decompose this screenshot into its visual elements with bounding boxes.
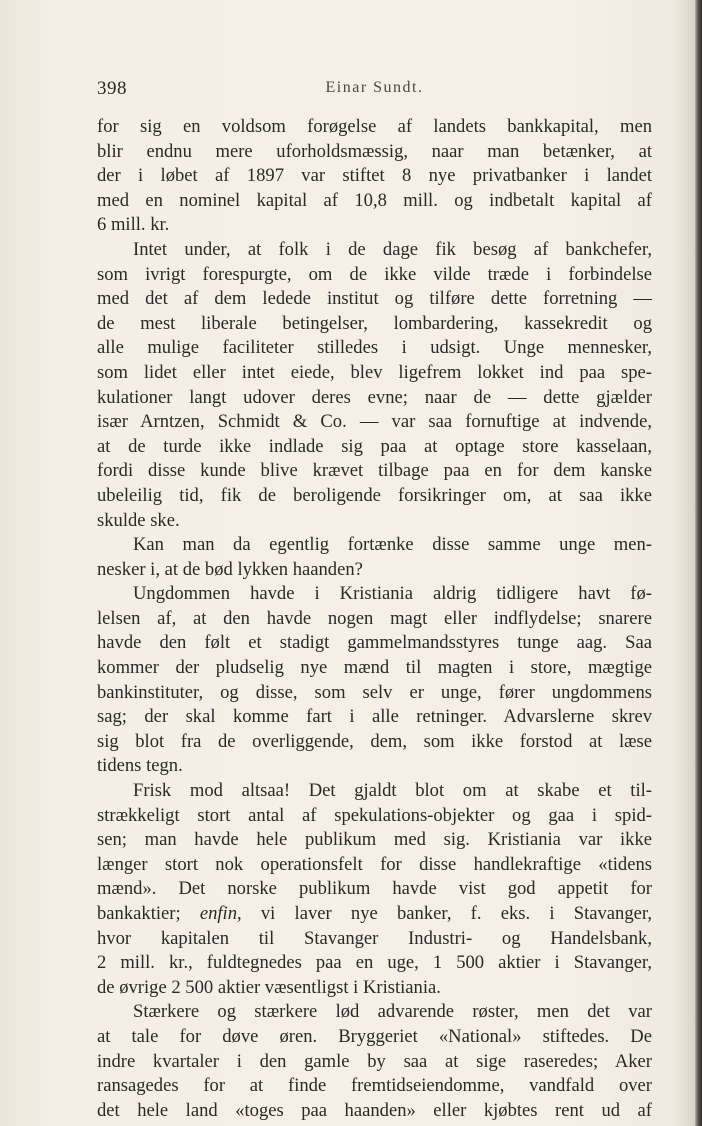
text-line: 6 mill. kr. [97,214,170,236]
text-line: sag; der skal komme fart i alle retninger. Advarslerne skrev [97,706,652,728]
page-header [97,78,652,108]
text-line: kulationer langt udover deres evne; naar de — dette gjælder [97,386,652,408]
text-line: nesker i, at de bød lykken haanden? [97,558,363,580]
text-line: strækkeligt stort antal af spekulations-objekter og gaa i spid- [97,804,652,826]
text-line: lelsen af, at den havde nogen magt eller indflydelse; snarere [97,607,652,629]
text-line: havde den følt et stadigt gammelmandsstyres tunge aag. Saa [97,632,652,654]
text-line: fordi disse kunde blive krævet tilbage paa en for dem kanske [97,460,652,482]
text-line: ubeleilig tid, fik de beroligende forsikringer om, at saa ikke [97,484,652,506]
text-line: for sig en voldsom forøgelse af landets bankkapital, men [97,116,652,137]
text-line: mænd». Det norske publikum havde vist god appetit for [97,878,652,900]
text-line: der i løbet af 1897 var stiftet 8 nye privatbanker i landet [97,165,652,187]
text-line: det hele land «toges paa haanden» eller kjøbtes rent ud af [97,1099,652,1121]
page-edge-shadow [695,0,702,1126]
text-line: længer stort nok operationsfelt for disse handlekraftige «tidens [97,853,652,875]
text-line: de øvrige 2 500 aktier væsentligst i Kristiania. [97,976,441,998]
text-line: alle mulige faciliteter stilledes i udsigt. Unge mennesker, [97,337,652,359]
text-line: især Arntzen, Schmidt & Co. — var saa fornuftige at indvende, [97,411,652,433]
text-line: med det af dem ledede institut og tilføre dette forretning — [97,288,652,310]
text-line: indre kvartaler i den gamle by saa at sige raseredes; Aker [97,1050,652,1072]
text-line: hvor kapitalen til Stavanger Industri- og Handelsbank, [97,927,652,949]
text-line: Stærkere og stærkere lød advarende røster, men det var [133,1001,652,1023]
body-text [97,115,652,1123]
italic-word: enfin [199,903,238,924]
text-line: at de turde ikke indlade sig paa at optage store kasselaan, [97,435,652,457]
text-line: blir endnu mere uforholdsmæssig, naar man betænker, at [97,140,652,162]
text-line: som ivrigt forespurgte, om de ikke vilde træde i forbindelse [97,263,652,285]
text-line: Frisk mod altsaa! Det gjaldt blot om at skabe et til- [133,780,652,802]
text-line: Ungdommen havde i Kristiania aldrig tidligere havt fø- [133,583,652,605]
text-line: bankaktier; enfin, vi laver nye banker, f. eks. i Stavanger, [97,903,652,924]
text-line: de mest liberale betingelser, lombardering, kassekredit og [97,312,652,334]
text-line: at tale for døve øren. Bryggeriet «National» stiftedes. De [97,1025,652,1047]
text-line: som lidet eller intet eiede, blev ligefrem lokket ind paa spe- [97,361,652,383]
text-line: kommer der pludselig nye mænd til magten i store, mægtige [97,657,652,679]
page-number: 398 [97,78,127,99]
text-line: med en nominel kapital af 10,8 mill. og indbetalt kapital af [97,189,652,211]
text-line: ransagedes for at finde fremtidseiendomme, vandfald over [97,1075,652,1097]
text-line: 2 mill. kr., fuldtegnedes paa en uge, 1 500 aktier i Stavanger, [97,952,652,974]
running-head: Einar Sundt. [325,79,424,96]
text-line: sen; man havde hele publikum med sig. Kristiania var ikke [97,829,652,851]
text-line: Kan man da egentlig fortænke disse samme unge men- [133,534,652,556]
text-line: sig blot fra de overliggende, dem, som ikke forstod at læse [97,730,652,752]
text-line: Intet under, at folk i de dage fik besøg af bankchefer, [133,238,652,260]
text-line: bankinstituter, og disse, som selv er unge, fører ungdommens [97,681,652,703]
text-line: skulde ske. [97,509,180,531]
text-line: tidens tegn. [97,755,183,777]
